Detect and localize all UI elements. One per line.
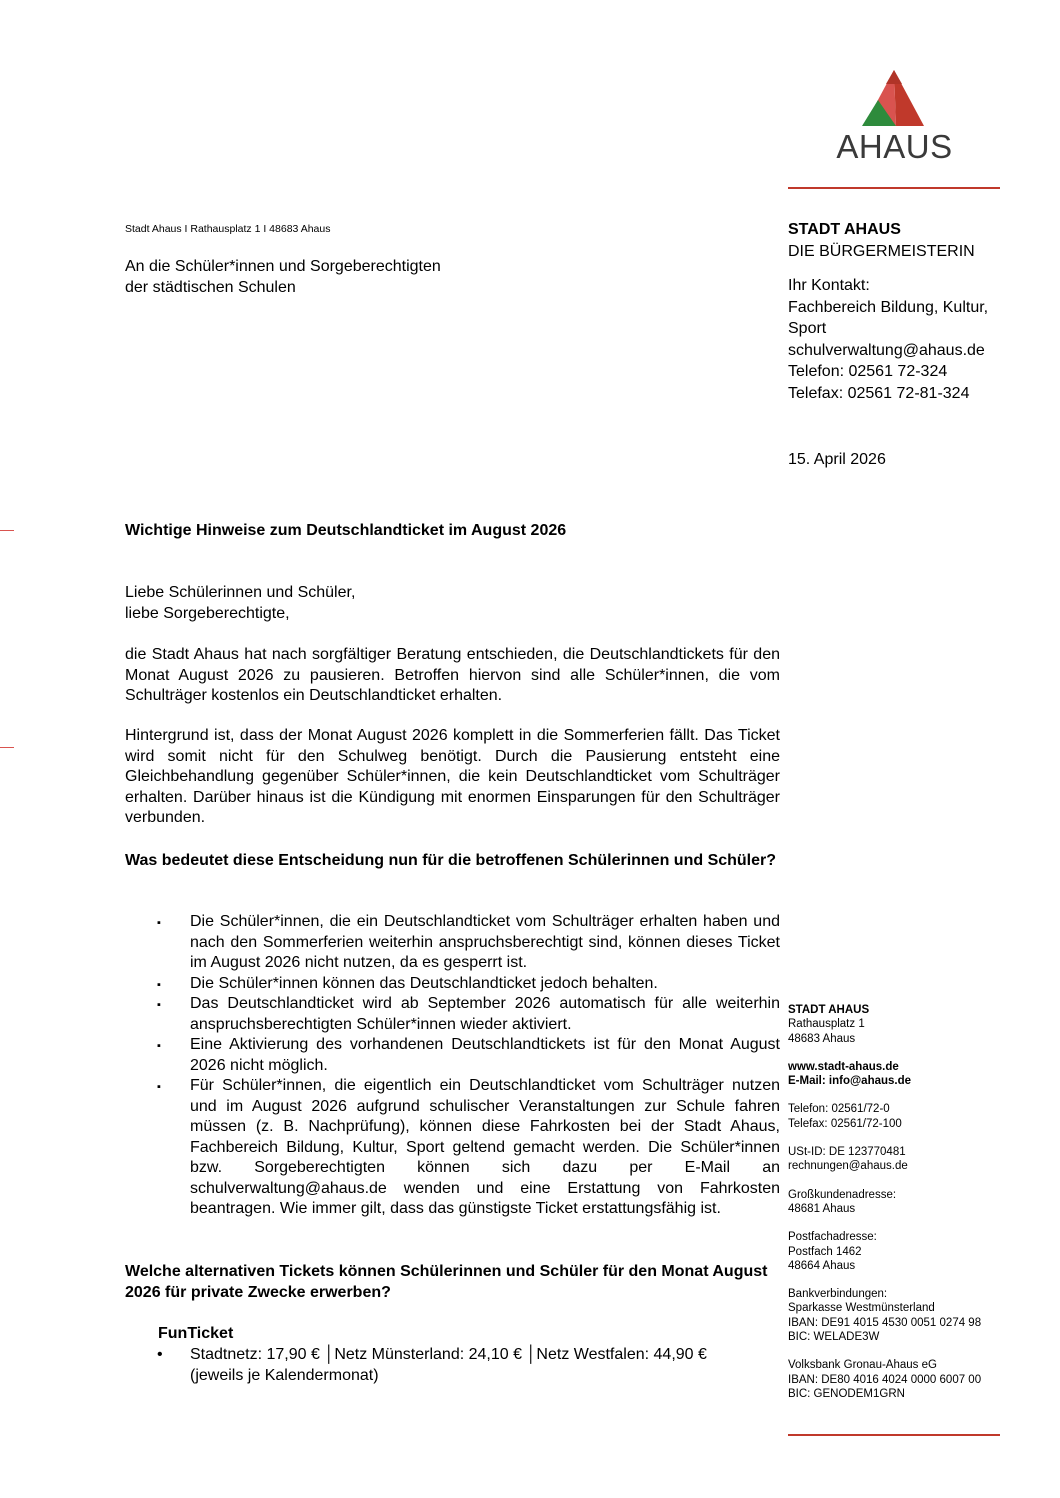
list-item xyxy=(125,994,780,1035)
sidebar-fax: Telefax: 02561/72-100 xyxy=(788,1117,902,1130)
funticket-title: FunTicket xyxy=(158,1325,234,1342)
sidebar-web: www.stadt-ahaus.de xyxy=(788,1060,899,1073)
round-bullet-icon: • xyxy=(157,1346,163,1363)
body-paragraph: die Stadt Ahaus hat nach sorgfältiger Beratung entschieden, die Deutschlandtickets für den Monat August 2026 zu pausieren. Betroffen hiervon sind alle Schüler*innen, die vom Schulträger kostenlos ein Deutschlandticket erhalten. xyxy=(125,646,780,704)
square-bullet-icon: ▪ xyxy=(157,1040,161,1052)
contact-dept: Fachbereich Bildung, Kultur, xyxy=(788,298,989,316)
sidebar-street: Rathausplatz 1 xyxy=(788,1018,865,1031)
letter-subject: Wichtige Hinweise zum Deutschlandticket im August 2026 xyxy=(125,522,567,539)
header-divider xyxy=(788,187,1000,189)
list-item-text: Die Schüler*innen, die ein Deutschlandticket vom Schulträger erhalten haben und nach den Sommerferien weiterhin anspruchsberechtigt sind, können dieses Ticket im August 2026 nicht nutzen, da es gesperrt ist. xyxy=(190,913,780,971)
square-bullet-icon: ▪ xyxy=(157,1081,161,1093)
sidebar-org: STADT AHAUS xyxy=(788,1004,870,1016)
contact-block xyxy=(788,219,1028,404)
fold-mark xyxy=(0,747,14,748)
contact-phone: Telefon: 02561 72-324 xyxy=(788,363,948,380)
list-item-text: Die Schüler*innen können das Deutschlandticket jedoch behalten. xyxy=(190,974,658,992)
sidebar-po-label: Postfachadresse: xyxy=(788,1231,877,1244)
sender-return-address: Stadt Ahaus I Rathausplatz 1 I 48683 Ahaus xyxy=(125,223,331,235)
footer-divider xyxy=(788,1434,1000,1436)
list-item-text: Für Schüler*innen, die eigentlich ein Deutschlandticket vom Schulträger nutzen und im August 2026 aufgrund schulischer Veranstaltungen zur Schule fahren müssen (z. B. Nachprüfung), können diese Fahrkosten bei der Stadt Ahaus, Fachbereich Bildung, Kultur, Sport geltend gemacht werden. Die Schüler*innen bzw. Sorgeberechtigten können sich dazu per E-Mail an schulverwaltung@ahaus.de wenden und eine Erstattung von Fahrkosten beantragen. Wie immer gilt, dass das günstigste Ticket erstattungsfähig ist. xyxy=(190,1077,780,1217)
sidebar-bank1-bic: BIC: WELADE3W xyxy=(788,1331,880,1344)
section-heading: Welche alternativen Tickets können Schülerinnen und Schüler für den Monat August 2026 für private Zwecke erwerben? xyxy=(125,1263,768,1301)
salutation-line: Liebe Schülerinnen und Schüler, xyxy=(125,584,356,601)
list-item xyxy=(125,912,780,974)
sidebar-po-box: Postfach 1462 xyxy=(788,1245,862,1258)
list-item xyxy=(125,1076,780,1220)
list-item-text: Das Deutschlandticket wird ab September 2026 automatisch für alle weiterhin anspruchsberechtigten Schüler*innen wieder aktiviert. xyxy=(190,995,780,1033)
ahaus-logo xyxy=(832,70,957,165)
sidebar-info xyxy=(788,1003,1028,1401)
logo-wordmark: AHAUS xyxy=(836,128,953,165)
funticket-note: (jeweils je Kalendermonat) xyxy=(190,1366,379,1384)
sidebar-bulk-label: Großkundenadresse: xyxy=(788,1188,897,1201)
contact-role: DIE BÜRGERMEISTERIN xyxy=(788,242,975,260)
square-bullet-icon: ▪ xyxy=(157,917,161,929)
list-item xyxy=(125,1345,783,1386)
contact-email: schulverwaltung@ahaus.de xyxy=(788,341,985,359)
contact-dept: Sport xyxy=(788,320,827,337)
list-item xyxy=(125,974,780,995)
body-paragraph: Hintergrund ist, dass der Monat August 2026 komplett in die Sommerferien fällt. Das Ticket wird somit nicht für den Schulweg benötigt. Durch die Pausierung entsteht eine Gleichbehandlung gegenüber Schüler*innen, die kein Deutschlandticket vom Schulträger erhalten. Darüber hinaus ist die Kündigung mit enormen Einsparungen für den Schulträger verbunden. xyxy=(125,727,780,826)
sidebar-phone: Telefon: 02561/72-0 xyxy=(788,1103,890,1116)
sidebar-bank1-iban: IBAN: DE91 4015 4530 0051 0274 98 xyxy=(788,1316,982,1329)
funticket-prices xyxy=(125,1345,783,1386)
contact-fax: Telefax: 02561 72-81-324 xyxy=(788,384,970,402)
sidebar-bank1-name: Sparkasse Westmünsterland xyxy=(788,1302,935,1315)
sidebar-ustid: USt-ID: DE 123770481 xyxy=(788,1146,906,1159)
sidebar-mail: E-Mail: info@ahaus.de xyxy=(788,1075,912,1088)
sidebar-bulk-city: 48681 Ahaus xyxy=(788,1202,856,1215)
section-heading: Was bedeutet diese Entscheidung nun für die betroffenen Schülerinnen und Schüler? xyxy=(125,852,777,869)
bullet-list xyxy=(125,912,780,1220)
contact-label: Ihr Kontakt: xyxy=(788,277,870,294)
sidebar-invoice-mail: rechnungen@ahaus.de xyxy=(788,1160,908,1173)
sidebar-city: 48683 Ahaus xyxy=(788,1032,856,1045)
sidebar-bank-label: Bankverbindungen: xyxy=(788,1288,888,1301)
recipient-address xyxy=(125,256,441,298)
contact-org: STADT AHAUS xyxy=(788,221,901,238)
square-bullet-icon: ▪ xyxy=(157,978,161,991)
sidebar-po-city: 48664 Ahaus xyxy=(788,1259,856,1272)
logo-triangle-icon xyxy=(832,70,957,130)
sidebar-bank2-name: Volksbank Gronau-Ahaus eG xyxy=(788,1359,937,1372)
square-bullet-icon: ▪ xyxy=(157,999,161,1011)
funticket-price-line: Stadtnetz: 17,90 € │Netz Münsterland: 24,10 € │Netz Westfalen: 44,90 € xyxy=(190,1346,707,1363)
funticket-heading xyxy=(158,1324,783,1345)
salutation-line: liebe Sorgeberechtigte, xyxy=(125,604,290,622)
recipient-line: der städtischen Schulen xyxy=(125,279,296,296)
sidebar-bank2-iban: IBAN: DE80 4016 4024 0000 6007 00 xyxy=(788,1373,982,1386)
list-item-text: Eine Aktivierung des vorhandenen Deutschlandtickets ist für den Monat August 2026 nicht möglich. xyxy=(190,1036,780,1074)
salutation xyxy=(125,583,780,624)
letter-date: 15. April 2026 xyxy=(788,451,886,468)
sidebar-bank2-bic: BIC: GENODEM1GRN xyxy=(788,1387,905,1400)
list-item xyxy=(125,1035,780,1076)
recipient-line: An die Schüler*innen und Sorgeberechtigten xyxy=(125,258,441,275)
fold-mark xyxy=(0,530,14,531)
